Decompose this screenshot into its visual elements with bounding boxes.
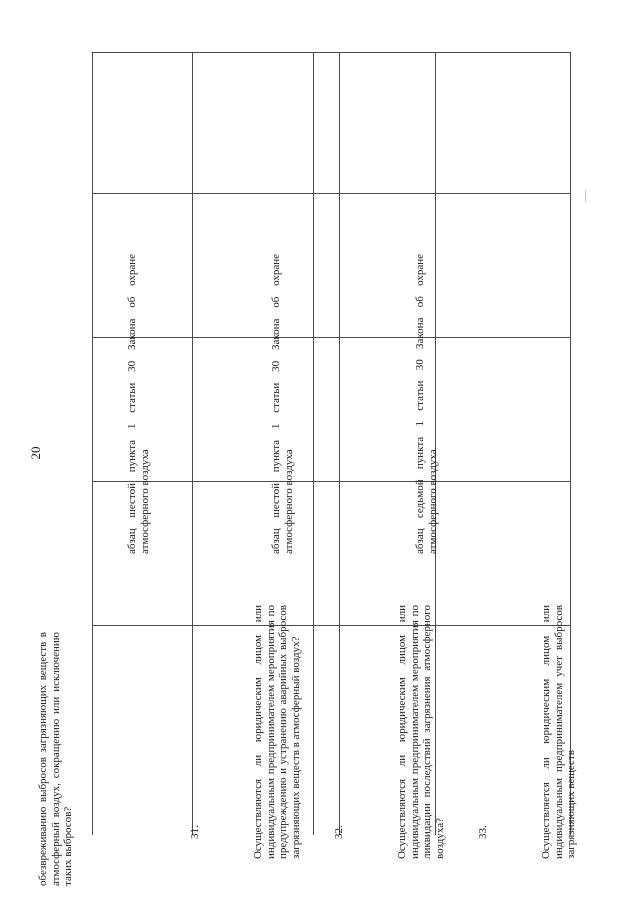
table-cell-question: Осуществляются ли юридическим лицом или индивидуальным предпринимателем мероприятия по предупреждению и устранению аварийных выбросов загрязняющих веществ в атмосферный воздух? [252, 605, 302, 859]
table-cell-number: 33. [477, 825, 489, 839]
table-cell-number: 32. [333, 825, 345, 839]
table-cell-law-reference: абзац шестой пункта 1 статьи 30 Закона об охране атмосферного воздуха [270, 254, 295, 554]
row-separator [92, 193, 571, 194]
table-cell-law-reference: абзац седьмой пункта 1 статьи 30 Закона об охране атмосферного воздуха [414, 254, 439, 554]
table-cell-question: обезвреживанию выбросов загрязняющих веществ в атмосферный воздух, сокращению или исключению таких выбросов? [37, 632, 75, 886]
table-cell-number: 31. [189, 825, 201, 839]
table-cell-question: Осуществляется ли юридическим лицом или индивидуальным предпринимателем учет выбросов загрязняющих веществ [540, 605, 578, 859]
table-cell-question: Осуществляются ли юридическим лицом или индивидуальным предпринимателем мероприятия по ликвидации последствий загрязнения атмосферного воздуха? [396, 605, 446, 859]
page-edge-mark [585, 190, 586, 202]
checklist-table [37, 52, 578, 886]
page-number: 20 [28, 446, 43, 460]
table-cell-law-reference: абзац шестой пункта 1 статьи 30 Закона об охране атмосферного воздуха [126, 254, 151, 554]
table-border-top [92, 52, 571, 53]
